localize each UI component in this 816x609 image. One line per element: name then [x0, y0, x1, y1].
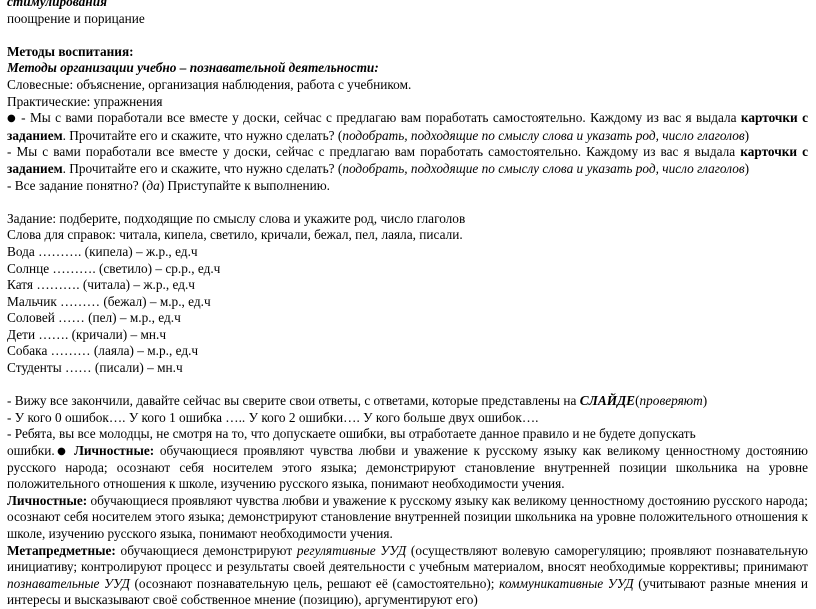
check-line-1: - Вижу все закончили, давайте сейчас вы сверите свои ответы, с ответами, которые представлены на СЛАЙДЕ(проверяют) — [7, 393, 708, 409]
document-page — [7, 0, 808, 609]
check-line-6: положительного отношения к школе, изучению русского языка, понимают необходимости учения. — [7, 476, 565, 492]
task-item: Студенты …… (писали) – мн.ч — [7, 360, 183, 376]
blank-line — [7, 194, 808, 211]
task-item: Солнце ………. (светило) – ср.р., ед.ч — [7, 260, 221, 276]
check-line-2: - У кого 0 ошибок…. У кого 1 ошибка ….. У кого 2 ошибки…. У кого больше двух ошибок…. — [7, 409, 539, 425]
blank-line — [7, 377, 808, 394]
task-item: Катя ………. (читала) – ж.р., ед.ч — [7, 277, 195, 293]
dialog-paragraph-2: - Мы с вами поработали все вместе у доски, сейчас с предлагаю вам поработать самостоятельно. Каждому из вас я выдала карточки с заданием. Прочитайте его и скажите, что нужно сделать? (подобрать, подходящие по смыслу слова и указать род, число глаголов) — [7, 144, 808, 176]
methods-practical: Практические: упражнения — [7, 93, 163, 109]
task-item: Вода ………. (кипела) – ж.р., ед.ч — [7, 243, 198, 259]
methods-subtitle: Методы организации учебно – познавательной деятельности: — [7, 60, 379, 76]
dialog-paragraph-3: - Все задание понятно? (да) Приступайте к выполнению. — [7, 177, 331, 193]
check-line-4: ошибки.● Личностные: обучающиеся проявляют чувства любви и уважение к русскому языку как великому ценностному достоянию — [7, 443, 808, 459]
top-heading — [7, 0, 808, 11]
task-item: Собака ……… (лаяла) – м.р., ед.ч — [7, 343, 199, 359]
task-item: Мальчик ……… (бежал) – м.р., ед.ч — [7, 293, 211, 309]
check-line-3: - Ребята, вы все молодцы, не смотря на то, что допускаете ошибки, вы отработаете данное правило и не будете допускать — [7, 426, 696, 442]
dialog-paragraph-1: ● - Мы с вами поработали все вместе у доски, сейчас с предлагаю вам поработать самостоятельно. Каждому из вас я выдала карточки с заданием. Прочитайте его и скажите, что нужно сделать? (подобрать, подходящие по смыслу слова и указать род, число глаголов) — [7, 110, 808, 143]
top-subtext: поощрение и порицание — [7, 10, 145, 26]
task-words: Слова для справок: читала, кипела, светило, кричали, бежал, пел, лаяла, писали. — [7, 227, 463, 243]
meta-results: Метапредметные: обучающиеся демонстрируют регулятивные УУД (осуществляют волевую саморегуляцию; проявляют познавательную инициативу; контролируют процесс и результаты своей деятельности с учебным материалом, вносят необходимые коррективы; принимают познавательные УУД (осознают познавательную цель, решают её (самостоятельно); коммуникативные УУД (учитывают разные мнения и интересы и высказывают своё собственное мнение (позицию), аргументируют его) — [7, 542, 808, 608]
task-instruction: Задание: подберите, подходящие по смыслу слова и укажите род, число глаголов — [7, 210, 466, 226]
personal-results: Личностные: обучающиеся проявляют чувства любви и уважение к русскому языку как великому ценностному достоянию русского народа; осознают себя носителем этого языка; демонстрируют становление внутренней позиции школьника на уровне положительного отношения к школе, изучению русского языка, понимают необходимости учения. — [7, 492, 808, 541]
blank-line — [7, 27, 808, 44]
bullet-icon: ● — [54, 446, 69, 458]
methods-verbal: Словесные: объяснение, организация наблюдения, работа с учебником. — [7, 76, 412, 92]
task-item: Соловей …… (пел) – м.р., ед.ч — [7, 310, 181, 326]
methods-title: Методы воспитания: — [7, 43, 134, 59]
bullet-icon: ● — [7, 113, 17, 125]
task-item: Дети ……. (кричали) – мн.ч — [7, 326, 167, 342]
check-line-5: русского народа; осознают себя носителем этого языка; демонстрируют становление внутренней позиции школьника на уровне — [7, 459, 808, 475]
heading-text: стимулирования — [7, 0, 107, 9]
